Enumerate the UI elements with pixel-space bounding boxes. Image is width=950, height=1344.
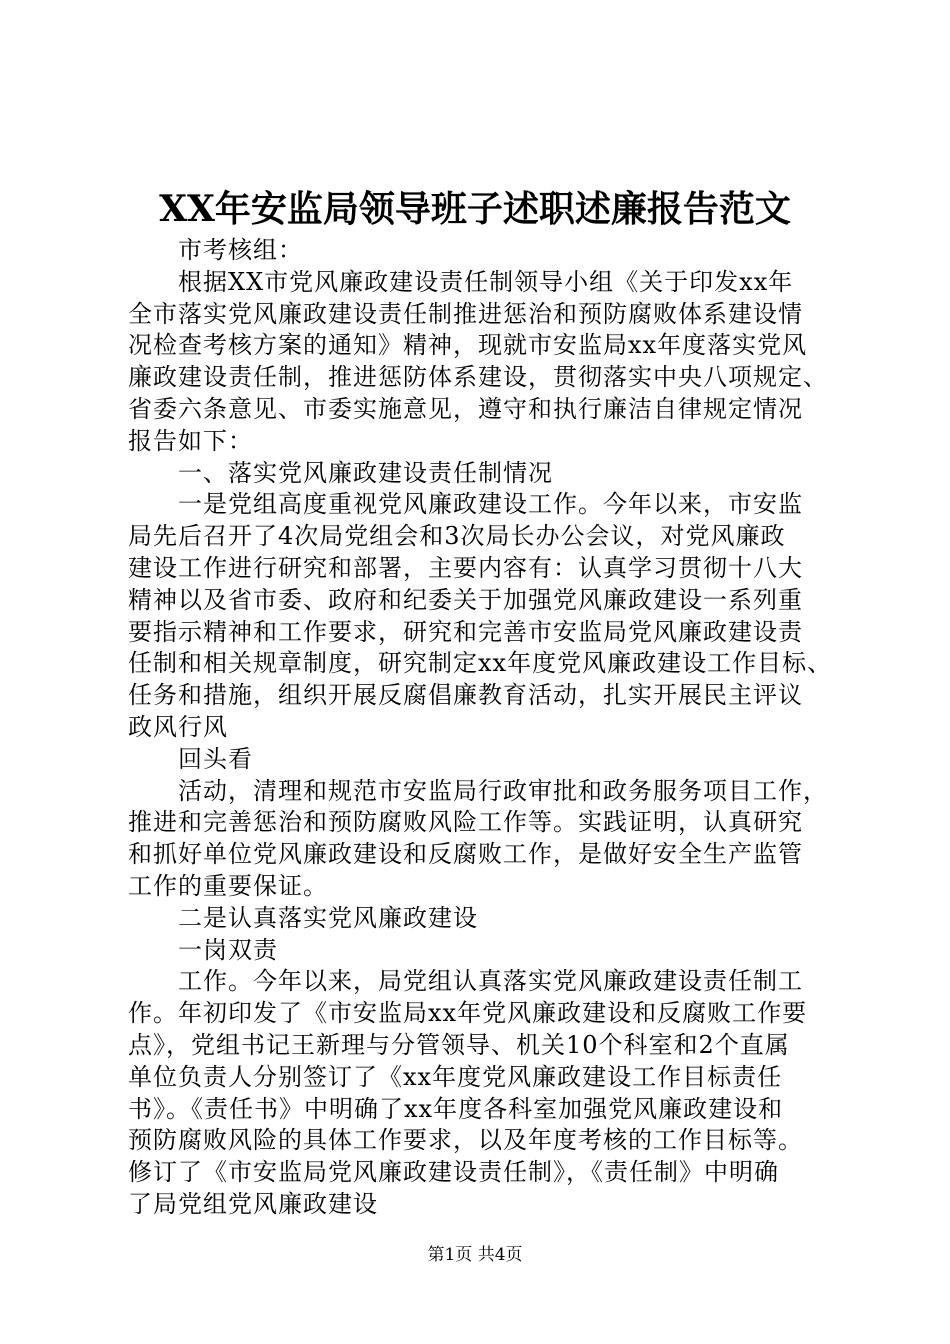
- paragraph-line: 点》，党组书记王新理与分管领导、机关10个科室和2个直属: [128, 1030, 790, 1059]
- paragraph: [128, 744, 834, 776]
- paragraph-line: 工作。今年以来，局党组认真落实党风廉政建设责任制工: [178, 967, 803, 996]
- paragraph-line: 活动，清理和规范市安监局行政审批和政务服务项目工作，: [178, 776, 828, 805]
- paragraph: [128, 903, 834, 935]
- paragraph-line: 况检查考核方案的通知》精神，现就市安监局xx年度落实党风: [128, 331, 808, 360]
- paragraph: [128, 489, 834, 743]
- paragraph-line: 全市落实党风廉政建设责任制推进惩治和预防腐败体系建设情: [128, 299, 803, 328]
- paragraph-line: 预防腐败风险的具体工作要求，以及年度考核的工作目标等。: [128, 1126, 803, 1155]
- paragraph-line: 回头看: [178, 744, 253, 773]
- paragraph-line: 和抓好单位党风廉政建设和反腐败工作，是做好安全生产监管: [128, 840, 803, 869]
- document-title: XX年安监局领导班子述职述廉报告范文: [159, 188, 791, 230]
- paragraph: [128, 966, 834, 1220]
- paragraph-line: 任制和相关规章制度，研究制定xx年度党风廉政建设工作目标、: [128, 649, 833, 678]
- paragraph-line: 报告如下：: [128, 426, 253, 455]
- paragraph: [128, 458, 834, 490]
- paragraph: [128, 235, 834, 267]
- paragraph: [128, 267, 834, 458]
- paragraph-line: 一、落实党风廉政建设责任制情况: [178, 458, 553, 487]
- paragraph-line: 要指示精神和工作要求，研究和完善市安监局党风廉政建设责: [128, 617, 803, 646]
- paragraph-line: 市考核组：: [178, 236, 303, 264]
- paragraph-line: 省委六条意见、市委实施意见，遵守和执行廉洁自律规定情况: [128, 394, 803, 423]
- paragraph-line: 工作的重要保证。: [128, 871, 328, 900]
- page-footer: 第1页 共4页: [427, 1245, 523, 1265]
- paragraph-line: 了局党组党风廉政建设: [128, 1189, 378, 1218]
- paragraph-line: 根据XX市党风廉政建设责任制领导小组《关于印发xx年: [178, 267, 794, 296]
- paragraph-line: 一岗双责: [178, 935, 278, 964]
- paragraph-line: 建设工作进行研究和部署，主要内容有：认真学习贯彻十八大: [128, 553, 803, 582]
- paragraph-line: 一是党组高度重视党风廉政建设工作。今年以来，市安监: [178, 490, 803, 519]
- paragraph-line: 精神以及省市委、政府和纪委关于加强党风廉政建设一系列重: [128, 585, 803, 614]
- paragraph-line: 二是认真落实党风廉政建设: [178, 903, 478, 932]
- paragraph-line: 推进和完善惩治和预防腐败风险工作等。实践证明，认真研究: [128, 808, 803, 837]
- paragraph-line: 单位负责人分别签订了《xx年度党风廉政建设工作目标责任: [128, 1062, 783, 1091]
- document-body: [128, 235, 834, 1221]
- paragraph-line: 修订了《市安监局党风廉政建设责任制》，《责任制》中明确: [128, 1158, 779, 1187]
- paragraph-line: 廉政建设责任制，推进惩防体系建设，贯彻落实中央八项规定、: [128, 363, 828, 392]
- paragraph-line: 政风行风: [128, 712, 228, 741]
- paragraph-line: 书》。《责任书》中明确了xx年度各科室加强党风廉政建设和: [128, 1094, 784, 1123]
- paragraph: [128, 935, 834, 967]
- paragraph-line: 作。年初印发了《市安监局xx年党风廉政建设和反腐败工作要: [128, 999, 808, 1028]
- paragraph: [128, 776, 834, 903]
- paragraph-line: 局先后召开了4次局党组会和3次局长办公会议，对党风廉政: [128, 522, 786, 551]
- paragraph-line: 任务和措施，组织开展反腐倡廉教育活动，扎实开展民主评议: [128, 681, 803, 710]
